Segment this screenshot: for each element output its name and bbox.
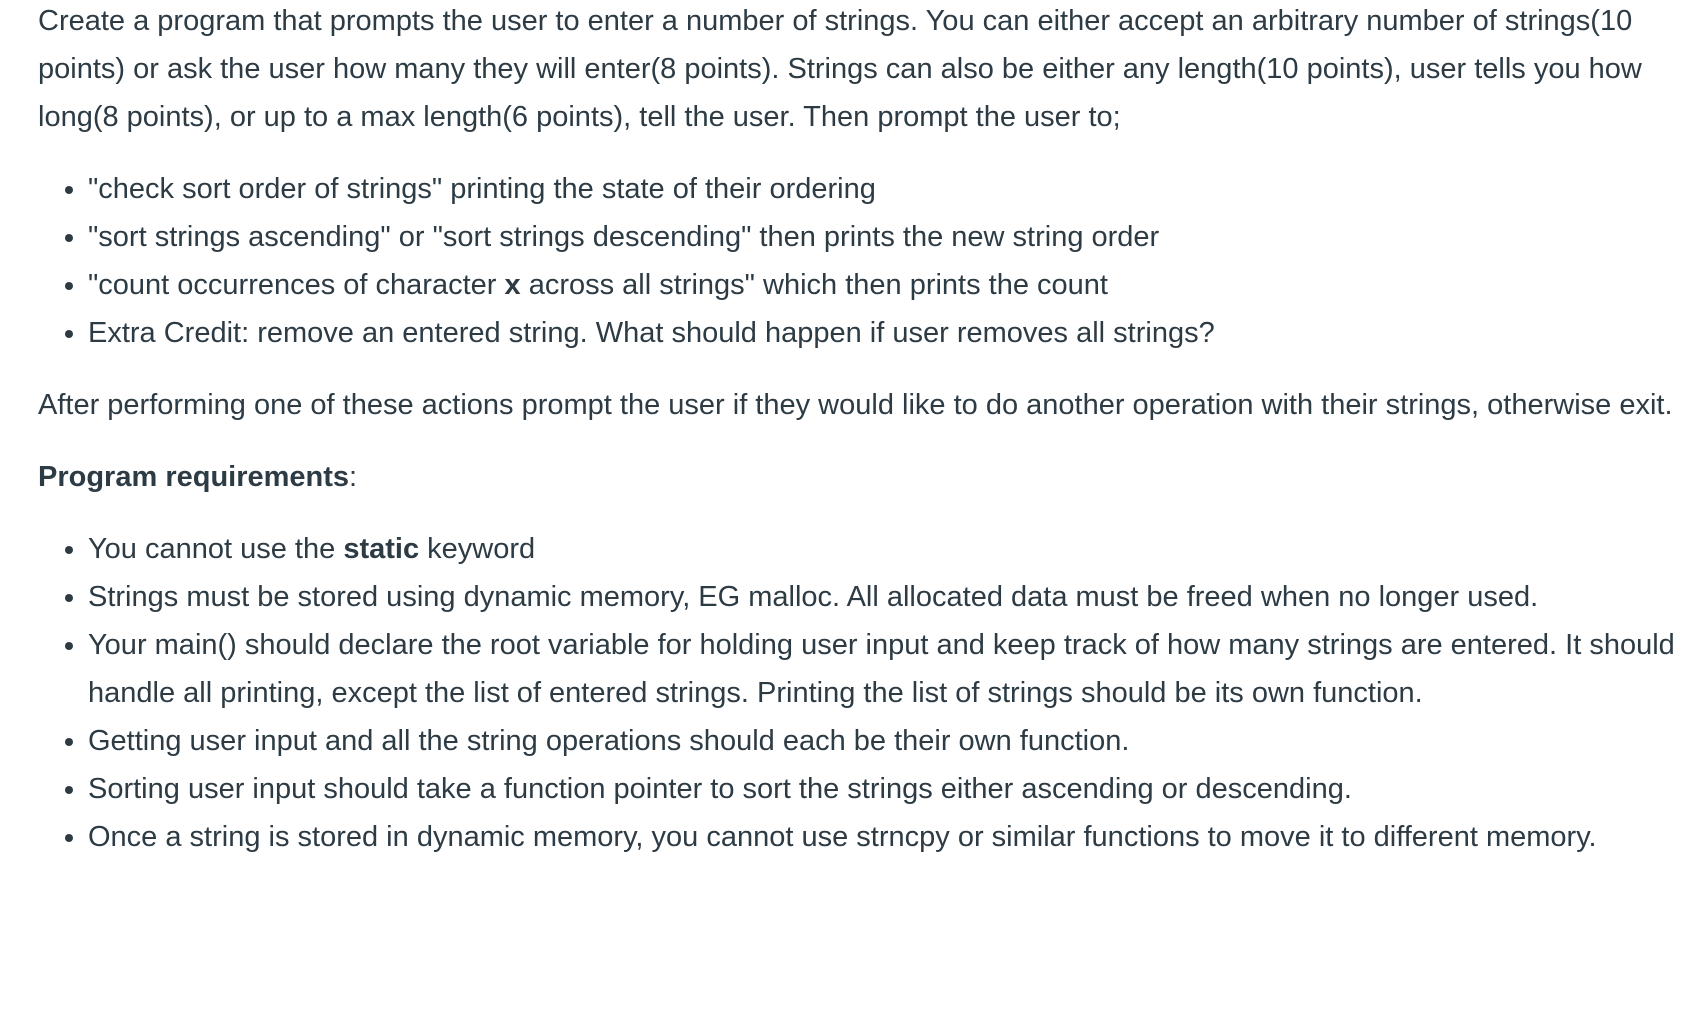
requirements-heading-paragraph: [38, 453, 1688, 501]
list-item-text: You cannot use the: [88, 533, 344, 565]
list-item: • Once a string is stored in dynamic memory, you cannot use strncpy or similar functions to move it to different memory.: [88, 813, 1688, 861]
list-item-text: across all strings" which then prints the count: [520, 269, 1108, 301]
list-item: • Your main() should declare the root variable for holding user input and keep track of how many strings are entered. It should handle all printing, except the list of entered strings. Printing the list of strings should be its own function.: [88, 621, 1688, 717]
heading-colon: :: [349, 461, 358, 493]
after-paragraph: After performing one of these actions prompt the user if they would like to do another operation with their strings, otherwise exit.: [38, 389, 1673, 421]
requirements-list: [38, 525, 1688, 861]
list-item: • Sorting user input should take a function pointer to sort the strings either ascending or descending.: [88, 765, 1688, 813]
static-keyword-bold: static: [343, 533, 420, 565]
list-item-text: "count occurrences of character: [88, 269, 505, 301]
list-item: • "check sort order of strings" printing the state of their ordering: [88, 165, 1688, 213]
list-item: [88, 261, 1688, 309]
list-item: • Getting user input and all the string operations should each be their own function.: [88, 717, 1688, 765]
requirements-heading: Program requirements: [38, 461, 350, 493]
list-item-text: keyword: [419, 533, 536, 565]
assignment-content: [38, 0, 1688, 885]
character-x-bold: x: [504, 269, 521, 301]
intro-paragraph: Create a program that prompts the user to enter a number of strings. You can either accept an arbitrary number of strings(10 points) or ask the user how many they will enter(8 points). Strings can also be either any length(10 points), user tells you how long(8 points), or up to a max length(6 points), tell the user. Then prompt the user to;: [38, 5, 1642, 133]
list-item: • "sort strings ascending" or "sort strings descending" then prints the new string order: [88, 213, 1688, 261]
list-item: [88, 525, 1688, 573]
list-item: • Strings must be stored using dynamic memory, EG malloc. All allocated data must be freed when no longer used.: [88, 573, 1688, 621]
operations-list: [38, 165, 1688, 357]
list-item: • Extra Credit: remove an entered string. What should happen if user removes all strings?: [88, 309, 1688, 357]
